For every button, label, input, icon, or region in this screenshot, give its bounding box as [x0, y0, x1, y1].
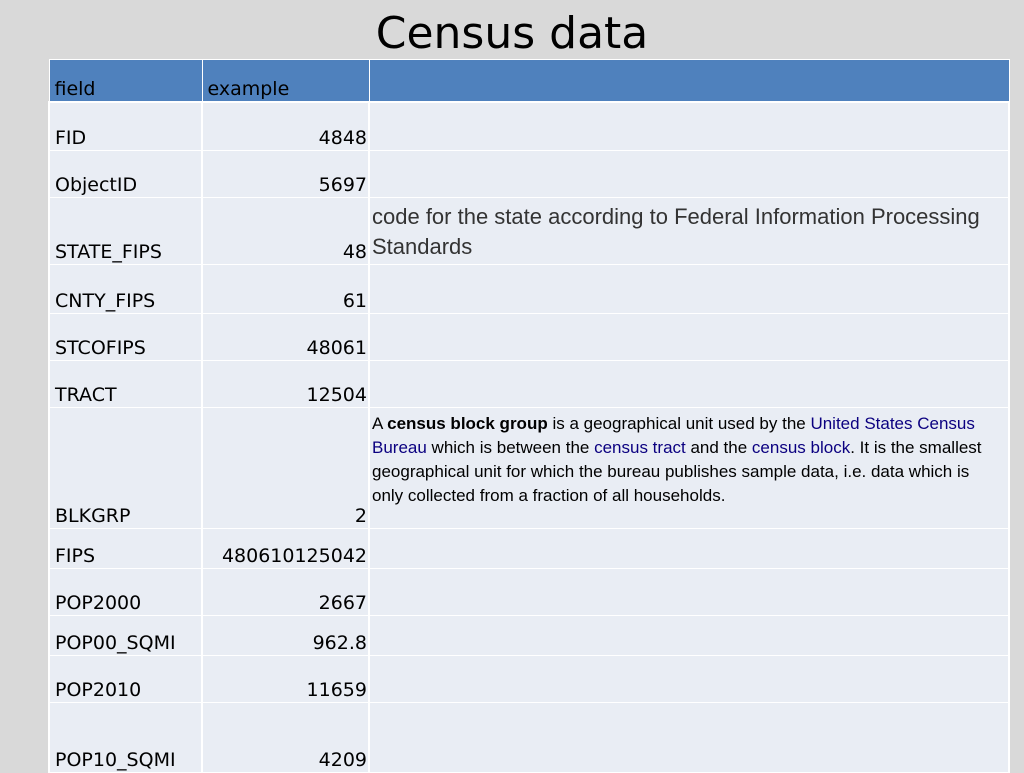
- field-cell: BLKGRP: [49, 407, 202, 528]
- desc-text: A: [372, 413, 388, 433]
- example-cell: 48061: [202, 313, 369, 360]
- page-title: Census data: [375, 8, 649, 59]
- field-cell: POP2000: [49, 568, 202, 615]
- link-census-tract[interactable]: census tract: [594, 437, 686, 457]
- field-cell: POP2010: [49, 655, 202, 702]
- example-cell: 5697: [202, 150, 369, 197]
- link-census-block[interactable]: census block: [751, 437, 851, 457]
- table-row: [49, 407, 1009, 528]
- field-cell: STCOFIPS: [49, 313, 202, 360]
- desc-text: is a geographical unit used by the: [547, 413, 811, 433]
- header-example: example: [202, 60, 369, 103]
- desc-text: which is between the: [426, 437, 595, 457]
- field-cell: POP00_SQMI: [49, 615, 202, 655]
- description-cell: [369, 655, 1009, 702]
- field-cell: FIPS: [49, 528, 202, 568]
- example-cell: 2667: [202, 568, 369, 615]
- field-cell: ObjectID: [49, 150, 202, 197]
- example-cell: 480610125042: [202, 528, 369, 568]
- table-row: [49, 197, 1009, 264]
- field-cell: STATE_FIPS: [49, 197, 202, 264]
- example-cell: 11659: [202, 655, 369, 702]
- desc-bold-term: census block group: [387, 413, 548, 433]
- table-row: [49, 102, 1009, 150]
- description-cell: [369, 313, 1009, 360]
- blkgrp-description: [372, 412, 1002, 508]
- description-cell: [369, 150, 1009, 197]
- table-row: [49, 150, 1009, 197]
- table-header-row: [49, 60, 1009, 103]
- desc-text: . It is the smallest geographical unit for which the bureau publishes sample data, i.e. data which is only collected from a fraction of all households.: [372, 437, 982, 505]
- description-cell: [369, 360, 1009, 407]
- field-cell: CNTY_FIPS: [49, 264, 202, 313]
- field-cell: FID: [49, 102, 202, 150]
- table-row: [49, 264, 1009, 313]
- example-cell: 962.8: [202, 615, 369, 655]
- description-cell: [369, 102, 1009, 150]
- header-field: field: [49, 60, 202, 103]
- example-cell: 4209: [202, 702, 369, 772]
- table-row: [49, 360, 1009, 407]
- description-cell: [369, 407, 1009, 528]
- state-fips-description: code for the state according to Federal Information Processing Standards: [372, 203, 980, 259]
- example-cell: 12504: [202, 360, 369, 407]
- table-row: [49, 655, 1009, 702]
- table-row: [49, 568, 1009, 615]
- header-description: [369, 60, 1009, 103]
- field-cell: TRACT: [49, 360, 202, 407]
- example-cell: 61: [202, 264, 369, 313]
- description-cell: [369, 528, 1009, 568]
- description-cell: [369, 264, 1009, 313]
- table-row: [49, 702, 1009, 772]
- census-table: [48, 59, 1010, 773]
- table-row: [49, 528, 1009, 568]
- example-cell: 2: [202, 407, 369, 528]
- description-cell: [369, 197, 1009, 264]
- description-cell: [369, 568, 1009, 615]
- desc-text: and the: [685, 437, 752, 457]
- description-cell: [369, 702, 1009, 772]
- field-cell: POP10_SQMI: [49, 702, 202, 772]
- description-cell: [369, 615, 1009, 655]
- example-cell: 4848: [202, 102, 369, 150]
- example-cell: 48: [202, 197, 369, 264]
- table-row: [49, 313, 1009, 360]
- link-census-bureau[interactable]: United States Census Bureau: [372, 413, 975, 457]
- table-row: [49, 615, 1009, 655]
